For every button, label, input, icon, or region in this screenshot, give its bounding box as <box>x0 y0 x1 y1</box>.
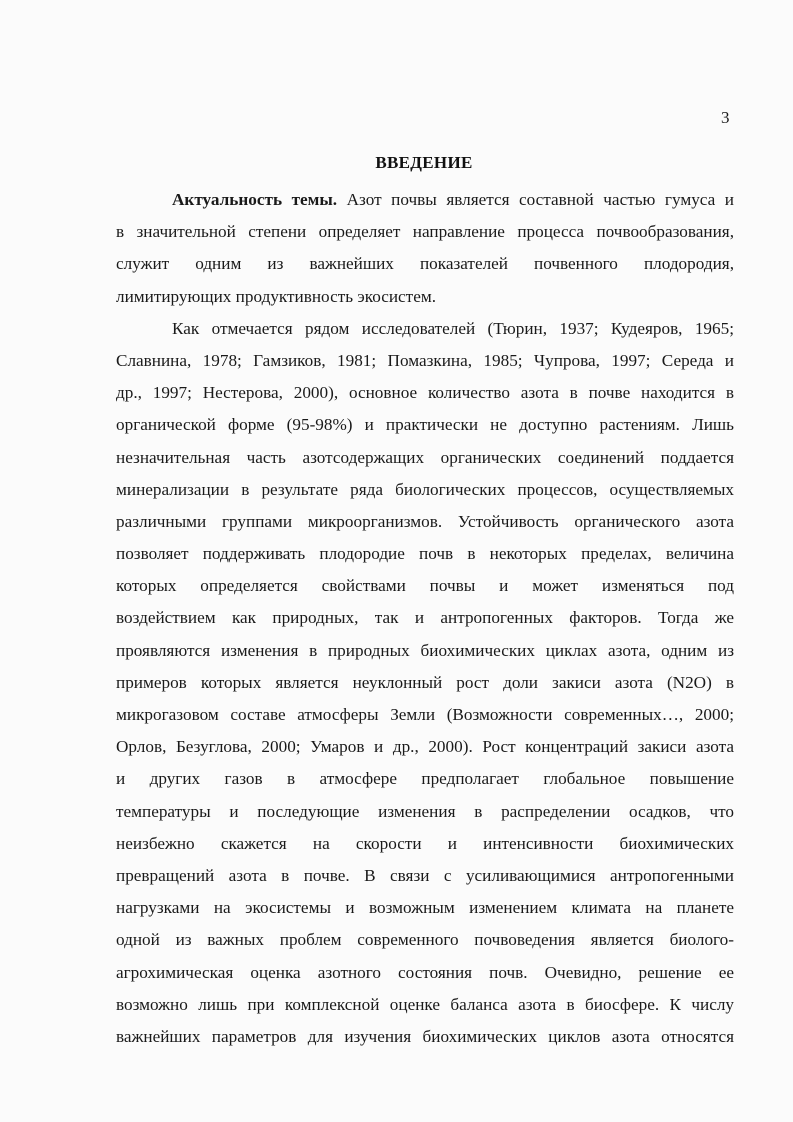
text-line: незначительная часть азотсодержащих органических соединений поддается <box>116 447 734 467</box>
text-line: проявляются изменения в природных биохимических циклах азота, одним из <box>116 640 734 660</box>
text-line: служит одним из важнейших показателей почвенного плодородия, <box>116 254 734 274</box>
text-line: примеров которых является неуклонный рост доли закиси азота (N2O) в <box>116 672 734 692</box>
text-line: и других газов в атмосфере предполагает глобальное повышение <box>116 769 734 789</box>
text-line: важнейших параметров для изучения биохимических циклов азота относятся <box>116 1026 734 1046</box>
paragraph-lead: Актуальность темы. <box>172 190 338 209</box>
text-line: др., 1997; Нестерова, 2000), основное количество азота в почве находится в <box>116 383 734 403</box>
text-line: которых определяется свойствами почвы и может изменяться под <box>116 576 734 596</box>
section-heading: ВВЕДЕНИЕ <box>375 153 473 172</box>
text-line: Славнина, 1978; Гамзиков, 1981; Помазкина, 1985; Чупрова, 1997; Середа и <box>116 350 734 370</box>
text-line: в значительной степени определяет направление процесса почвообразования, <box>116 222 734 242</box>
text-line: агрохимическая оценка азотного состояния почв. Очевидно, решение ее <box>116 962 734 982</box>
text-line: органической форме (95-98%) и практически не доступно растениям. Лишь <box>116 415 734 435</box>
text-line: превращений азота в почве. В связи с усиливающимися антропогенными <box>116 865 734 885</box>
text-line <box>116 184 734 216</box>
text-line: неизбежно скажется на скорости и интенсивности биохимических <box>116 833 734 853</box>
page-number: 3 <box>721 108 730 127</box>
text-line: температуры и последующие изменения в распределении осадков, что <box>116 801 734 821</box>
text-line: различными группами микроорганизмов. Устойчивость органического азота <box>116 511 734 531</box>
text-line: нагрузками на экосистемы и возможным изменением климата на планете <box>116 898 734 918</box>
text-line: возможно лишь при комплексной оценке баланса азота в биосфере. К числу <box>116 994 734 1014</box>
text-line: одной из важных проблем современного почвоведения является биолого- <box>116 930 734 950</box>
text-line: позволяет поддерживать плодородие почв в некоторых пределах, величина <box>116 544 734 564</box>
text-line: воздействием как природных, так и антропогенных факторов. Тогда же <box>116 608 734 628</box>
text-line: микрогазовом составе атмосферы Земли (Возможности современных…, 2000; <box>116 705 734 724</box>
text-line-content: Азот почвы является составной частью гумуса и <box>337 190 735 209</box>
text-line: Как отмечается рядом исследователей (Тюрин, 1937; Кудеяров, 1965; <box>172 318 734 338</box>
text-line: Орлов, Безуглова, 2000; Умаров и др., 2000). Рост концентраций закиси азота <box>116 737 734 757</box>
text-line: лимитирующих продуктивность экосистем. <box>116 286 436 306</box>
text-line: минерализации в результате ряда биологических процессов, осуществляемых <box>116 479 734 499</box>
body-text <box>116 184 734 1053</box>
